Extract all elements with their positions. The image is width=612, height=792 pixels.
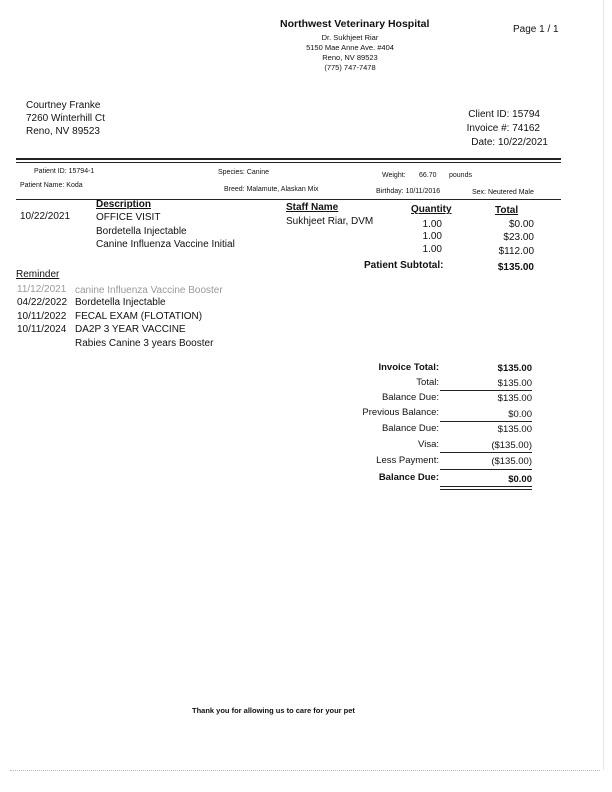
hospital-name: Northwest Veterinary Hospital — [280, 18, 430, 30]
final-balance-value: $0.00 — [508, 474, 532, 485]
line-item-quantity: 1.00 — [422, 244, 442, 255]
divider — [440, 469, 532, 470]
line-item-description: Canine Influenza Vaccine Initial — [96, 239, 235, 250]
reminder-heading: Reminder — [16, 269, 60, 280]
patient-id: Patient ID: 15794-1 — [34, 168, 95, 175]
reminder-date: 04/22/2022 — [17, 297, 68, 308]
page-number: Page 1 / 1 — [513, 24, 559, 35]
less-payment-label: Less Payment: — [376, 455, 439, 466]
divider — [440, 421, 532, 422]
col-quantity: Quantity — [411, 204, 452, 215]
reminder-text: Bordetella Injectable — [75, 297, 166, 308]
line-item-description: Bordetella Injectable — [96, 226, 187, 237]
hospital-street: 5150 Mae Anne Ave. #404 — [306, 43, 394, 52]
patient-name: Patient Name: Koda — [20, 182, 83, 189]
reminder-text: FECAL EXAM (FLOTATION) — [75, 311, 203, 322]
divider — [440, 489, 532, 490]
total-value: $135.00 — [497, 378, 532, 389]
final-balance-label: Balance Due: — [378, 472, 439, 483]
divider — [16, 158, 561, 160]
balance-due-label: Balance Due: — [381, 392, 439, 403]
previous-balance-label: Previous Balance: — [362, 407, 439, 418]
col-description: Description — [96, 199, 152, 210]
patient-breed: Breed: Malamute, Alaskan Mix — [224, 186, 319, 193]
balance-due-value: $135.00 — [497, 393, 532, 404]
col-total: Total — [495, 205, 519, 216]
scan-line — [10, 770, 600, 772]
reminder-text: Rabies Canine 3 years Booster — [75, 338, 214, 349]
patient-weight-unit: pounds — [449, 172, 472, 179]
patient-birthday: Birthday: 10/11/2016 — [376, 188, 441, 195]
client-id: Client ID: 15794 — [468, 109, 540, 120]
line-item-description: OFFICE VISIT — [96, 212, 161, 223]
reminder-text: DA2P 3 YEAR VACCINE — [75, 324, 186, 335]
divider — [440, 390, 532, 391]
previous-balance-value: $0.00 — [508, 409, 532, 420]
line-item-total: $112.00 — [498, 246, 534, 257]
client-street: 7260 Winterhill Ct — [26, 113, 105, 124]
divider — [16, 162, 561, 163]
footer-message: Thank you for allowing us to care for your pet — [192, 706, 355, 715]
balance-due-label: Balance Due: — [381, 423, 439, 434]
col-staff: Staff Name — [286, 202, 339, 213]
visa-value: ($135.00) — [491, 440, 532, 451]
line-item-quantity: 1.00 — [422, 231, 442, 242]
reminder-date: 10/11/2024 — [17, 324, 67, 335]
less-payment-value: ($135.00) — [491, 456, 532, 467]
hospital-phone: (775) 747-7478 — [324, 63, 376, 72]
hospital-city: Reno, NV 89523 — [322, 53, 378, 62]
divider — [440, 452, 532, 453]
invoice-total-label: Invoice Total: — [378, 362, 439, 373]
invoice-number: Invoice #: 74162 — [466, 123, 540, 134]
line-item-quantity: 1.00 — [422, 219, 442, 230]
patient-weight-value: 66.70 — [419, 172, 437, 179]
client-name: Courtney Franke — [26, 100, 101, 111]
invoice-date: Date: 10/22/2021 — [471, 137, 548, 148]
line-item-staff: Sukhjeet Riar, DVM — [286, 216, 374, 227]
client-city: Reno, NV 89523 — [26, 126, 100, 137]
total-label: Total: — [416, 377, 439, 388]
invoice-total-value: $135.00 — [497, 363, 532, 374]
divider — [440, 486, 532, 487]
reminder-date: 10/11/2022 — [17, 311, 67, 322]
reminder-date: 11/12/2021 — [17, 284, 67, 295]
doctor-name: Dr. Sukhjeet Riar — [321, 33, 379, 42]
reminder-text: canine Influenza Vaccine Booster — [75, 285, 223, 296]
balance-due-value: $135.00 — [497, 424, 532, 435]
patient-weight-label: Weight: — [382, 172, 406, 179]
subtotal-value: $135.00 — [497, 262, 534, 273]
visa-label: Visa: — [418, 439, 439, 450]
scan-edge — [603, 0, 604, 770]
service-date: 10/22/2021 — [20, 211, 71, 222]
subtotal-label: Patient Subtotal: — [364, 260, 444, 271]
line-item-total: $0.00 — [508, 219, 534, 230]
patient-species: Species: Canine — [218, 169, 269, 176]
patient-sex: Sex: Neutered Male — [472, 189, 534, 196]
line-item-total: $23.00 — [503, 232, 534, 243]
